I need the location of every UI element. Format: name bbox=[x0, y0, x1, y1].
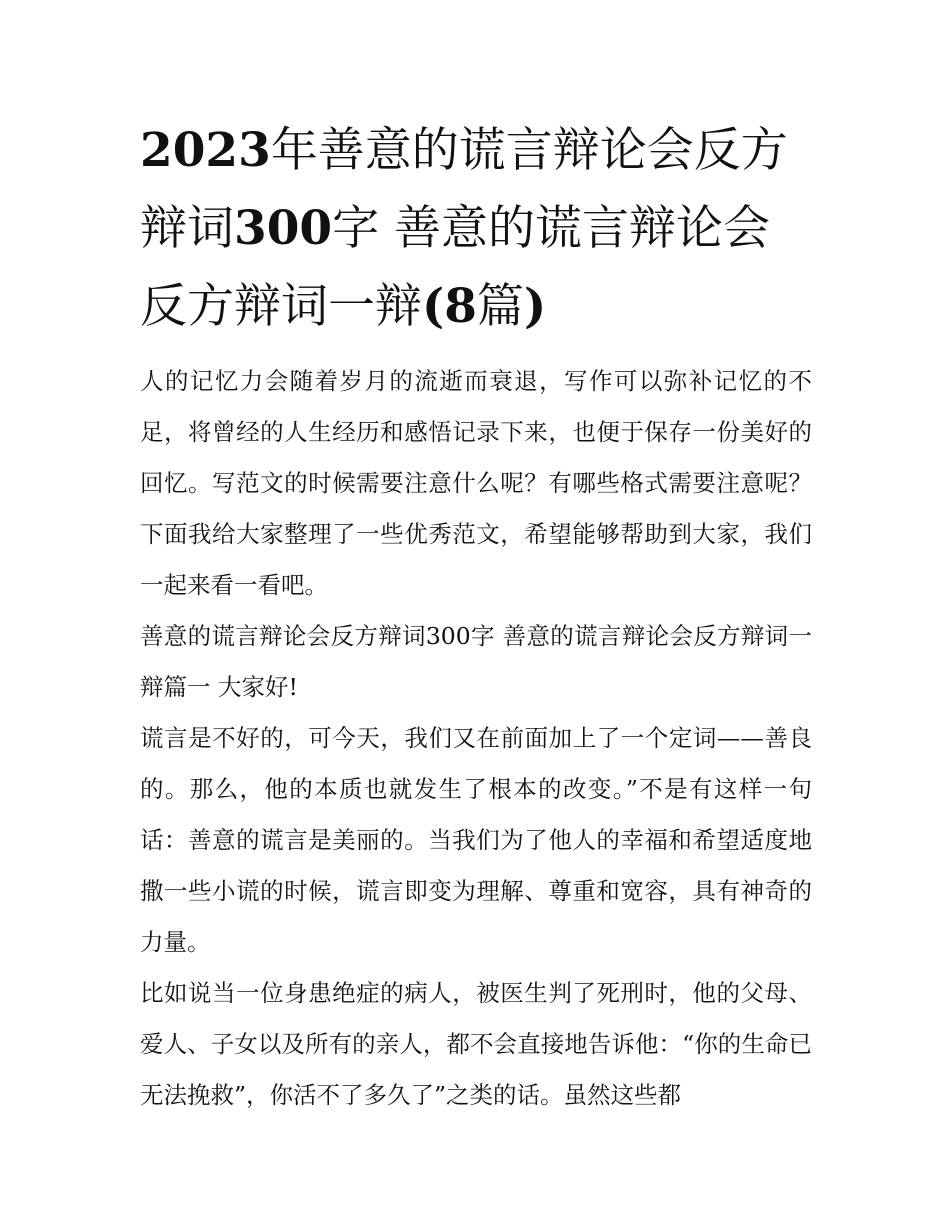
title-part-1: 年善意的谎言辩论会反方辩词 bbox=[140, 123, 788, 256]
title-year: 2023 bbox=[140, 123, 271, 178]
title-number: 300 bbox=[234, 201, 333, 256]
document-title bbox=[140, 112, 812, 346]
title-part-2: 字 善意的谎言辩论会反方辩词一辩 bbox=[140, 201, 771, 334]
paragraph-intro: 人的记忆力会随着岁月的流逝而衰退，写作可以弥补记忆的不足，将曾经的人生经历和感悟记录下来，也便于保存一份美好的回忆。写范文的时候需要注意什么呢？有哪些格式需要注意呢？下面我给大家整理了一些优秀范文，希望能够帮助到大家，我们一起来看一看吧。 bbox=[140, 367, 812, 599]
paragraph-body-1: 谎言是不好的，可今天，我们又在前面加上了一个定词——善良的。那么，他的本质也就发生了根本的改变。”不是有这样一句话：善意的谎言是美丽的。当我们为了他人的幸福和希望适度地撒一些小谎的时候，谎言即变为理解、尊重和宽容，具有神奇的力量。 bbox=[140, 724, 812, 956]
paragraph-section-heading: 善意的谎言辩论会反方辩词300字 善意的谎言辩论会反方辩词一辩篇一 大家好! bbox=[140, 622, 812, 701]
title-count-close: ) bbox=[523, 279, 547, 334]
document-page bbox=[140, 112, 812, 1121]
title-count-unit: 篇 bbox=[476, 279, 524, 334]
paragraph-body-2: 比如说当一位身患绝症的病人，被医生判了死刑时，他的父母、爱人、子女以及所有的亲人，都不会直接地告诉他：“你的生命已无法挽救”，你活不了多久了”之类的话。虽然这些都 bbox=[140, 979, 812, 1109]
title-count-open: (8 bbox=[422, 279, 477, 334]
